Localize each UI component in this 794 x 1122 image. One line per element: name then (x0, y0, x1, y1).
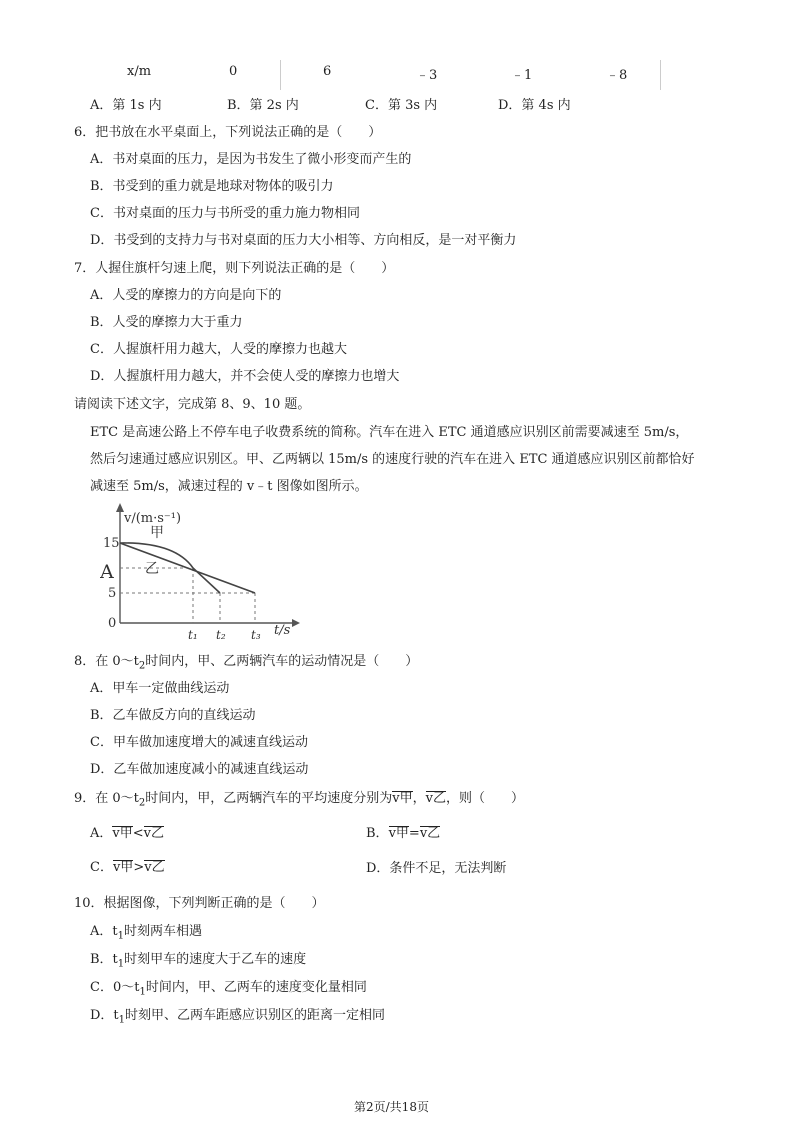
y-tick-label: 0 (108, 616, 117, 631)
table-divider (660, 60, 661, 90)
option: C．甲车做加速度增大的减速直线运动 (90, 735, 308, 750)
avg-velocity-jia: v甲 (112, 860, 134, 875)
stem-text: 9．在 0～t (74, 791, 139, 806)
table-cell: ﹣1 (511, 68, 533, 83)
stem-text: 时间内，甲、乙两辆汽车的运动情况是（ ） (145, 654, 419, 669)
subscript: 1 (139, 986, 146, 998)
subscript: 2 (138, 797, 146, 809)
avg-velocity-yi: v乙 (144, 860, 165, 875)
option-text: 时刻甲、乙两车距感应识别区的距离一定相同 (125, 1008, 386, 1023)
option (90, 976, 367, 998)
option (90, 948, 306, 970)
relation-symbol: = (408, 826, 420, 841)
option: B．书受到的重力就是地球对物体的吸引力 (90, 179, 334, 194)
option-c (90, 856, 165, 875)
option-label: B． (366, 826, 389, 841)
question-stem: 6．把书放在水平桌面上，下列说法正确的是（ ） (74, 125, 382, 140)
subscript: 1 (117, 930, 124, 942)
page-number: 第2页/共18页 (354, 1100, 429, 1114)
stem-text: ，则（ ） (446, 791, 525, 806)
subscript: 1 (117, 958, 125, 970)
option: C．第 3s 内 (365, 98, 438, 113)
x-axis-label: t/s (274, 623, 291, 638)
option-text: A．t (90, 924, 118, 939)
question-stem: 10．根据图像，下列判断正确的是（ ） (74, 896, 325, 911)
option-d: D．条件不足，无法判断 (366, 861, 507, 876)
avg-velocity-jia: v甲 (112, 826, 133, 841)
stem-text: 时间内，甲，乙两辆汽车的平均速度分别为 (145, 791, 393, 806)
option: D．乙车做加速度减小的减速直线运动 (90, 762, 309, 777)
option: D．人握旗杆用力越大，并不会使人受的摩擦力也增大 (90, 369, 400, 384)
x-tick-label: t₃ (251, 628, 261, 642)
question-stem: 7．人握住旗杆匀速上爬，则下列说法正确的是（ ） (74, 261, 395, 276)
y-axis-label: v/(m·s⁻¹) (124, 511, 182, 526)
option: C．人握旗杆用力越大，人受的摩擦力也越大 (90, 342, 347, 357)
table-row-label: x/m (127, 64, 152, 79)
option: B．乙车做反方向的直线运动 (90, 708, 256, 723)
avg-velocity-jia: v甲 (388, 826, 409, 841)
y-tick-label: 15 (103, 536, 120, 551)
avg-velocity-jia: v甲 (392, 791, 413, 806)
avg-velocity-yi: v乙 (143, 826, 165, 841)
avg-velocity-yi: v乙 (425, 791, 447, 806)
subscript: 1 (118, 1014, 126, 1026)
stem-text: ， (412, 791, 426, 806)
series-label-jia: 甲 (150, 525, 164, 541)
option (90, 1004, 385, 1026)
option-text: 时间内，甲、乙两车的速度变化量相同 (145, 980, 367, 995)
x-tick-label: t₁ (188, 628, 198, 642)
table-divider (280, 60, 281, 90)
vt-chart (100, 500, 300, 642)
option: C．书对桌面的压力与书所受的重力施力物相同 (90, 206, 360, 221)
option-text: B．t (90, 952, 118, 967)
option: D．书受到的支持力与书对桌面的压力大小相等、方向相反，是一对平衡力 (90, 233, 517, 248)
side-mark: A (100, 561, 114, 583)
option-label: A． (90, 826, 113, 841)
reading-line: 然后匀速通过感应识别区。甲、乙两辆以 15m/s 的速度行驶的汽车在进入 ETC 通道感应识别区前都恰好 (90, 452, 695, 467)
question-stem (74, 787, 524, 809)
option-text: D．t (90, 1008, 119, 1023)
option-text: 时刻甲车的速度大于乙车的速度 (124, 952, 307, 967)
option: A．人受的摩擦力的方向是向下的 (90, 288, 282, 303)
relation-symbol: < (132, 826, 144, 841)
subscript: 2 (138, 660, 146, 672)
option: A．书对桌面的压力，是因为书发生了微小形变而产生的 (90, 152, 412, 167)
series-label-yi: 乙 (145, 561, 159, 577)
option: D．第 4s 内 (498, 98, 571, 113)
option-text: 时刻两车相遇 (124, 924, 203, 939)
option-a (90, 822, 164, 841)
stem-text: 8．在 0～t (74, 654, 139, 669)
option: A．第 1s 内 (90, 98, 162, 113)
option: A．甲车一定做曲线运动 (90, 681, 230, 696)
option (90, 920, 202, 942)
y-tick-label: 5 (108, 586, 117, 601)
reading-line: 减速至 5m/s，减速过程的 v﹣t 图像如图所示。 (90, 479, 368, 494)
table-cell: 6 (323, 64, 332, 79)
x-axis-arrow (292, 619, 300, 627)
option: B．人受的摩擦力大于重力 (90, 315, 243, 330)
option-label: C． (90, 860, 113, 875)
option: B．第 2s 内 (227, 98, 299, 113)
reading-line: ETC 是高速公路上不停车电子收费系统的简称。汽车在进入 ETC 通道感应识别区前需要减速至 5m/s， (90, 425, 689, 440)
table-cell: ﹣3 (416, 68, 438, 83)
avg-velocity-yi: v乙 (419, 826, 441, 841)
x-tick-label: t₂ (216, 628, 226, 642)
option-text: C．0～t (90, 980, 140, 995)
table-cell: ﹣8 (606, 68, 628, 83)
reading-intro: 请阅读下述文字，完成第 8、9、10 题。 (74, 397, 311, 412)
y-axis-arrow (116, 503, 124, 512)
question-stem (74, 650, 418, 672)
table-cell: 0 (229, 64, 238, 79)
relation-symbol: > (133, 860, 145, 875)
option-b (366, 822, 440, 841)
